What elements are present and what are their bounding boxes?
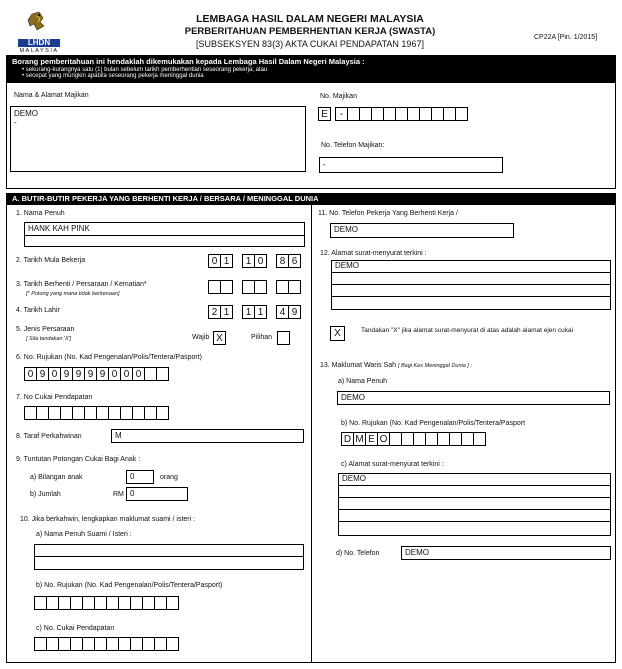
employer-phone-label: No. Telefon Majikan: — [321, 142, 385, 149]
q5-wajib-checkbox[interactable]: X — [213, 331, 226, 345]
q13c-label: c) Alamat surat-menyurat terkini : — [341, 461, 444, 468]
q2-date-box[interactable]: 1 — [220, 254, 233, 268]
q10b-ref-boxes — [34, 596, 179, 610]
notice-title: Borang pemberitahuan ini hendaklah dikemukakan kepada Lembaga Hasil Dalam Negeri Malaysia : — [12, 57, 365, 66]
tiger-emblem-icon — [10, 10, 68, 40]
q13-label-text: 13. Maklumat Waris Sah — [320, 362, 396, 369]
q13c-address-line[interactable]: DEMO — [339, 474, 610, 486]
q13c-address-line[interactable] — [339, 498, 610, 510]
q5-note-text: [ Sila tandakan 'X'] — [26, 336, 72, 342]
q13c-address-line[interactable] — [339, 510, 610, 522]
q10-label: 10. Jika berkahwin, lengkapkan maklumat suami / isteri : — [20, 516, 196, 523]
notice-bullet-2: • secepat yang mungkin apabila seseorang pekerja meninggal dunia — [22, 73, 204, 79]
q10c-tax-box[interactable] — [166, 637, 179, 651]
q6-ref-box[interactable]: 9 — [60, 367, 73, 381]
q4-date-box[interactable]: 4 — [276, 305, 289, 319]
q1-name-field-line2[interactable] — [24, 235, 305, 247]
q10c-tax-boxes — [34, 637, 179, 651]
q12-tax-agent-checkbox[interactable]: X — [330, 326, 345, 341]
q9b-currency: RM — [113, 491, 124, 498]
q12-label: 12. Alamat surat-menyurat terkini : — [320, 250, 427, 257]
q4-date-box[interactable]: 2 — [208, 305, 221, 319]
q10b-label: b) No. Rujukan (No. Kad Pengenalan/Polis/Tentera/Pasport) — [36, 582, 223, 589]
q5-note — [26, 335, 71, 342]
q13d-phone-field[interactable]: DEMO — [401, 546, 611, 560]
q10c-label: c) No. Cukai Pendapatan — [36, 625, 115, 632]
q1-label: 1. Nama Penuh — [16, 210, 65, 217]
employer-no-label: No. Majikan — [320, 93, 357, 100]
q3-date-boxes — [208, 280, 301, 294]
employer-no-box[interactable]: - — [335, 107, 348, 121]
q12-address-line[interactable]: DEMO — [332, 261, 610, 273]
q13c-address-line[interactable] — [339, 486, 610, 498]
q2-date-boxes — [208, 254, 301, 268]
section-a-divider — [311, 205, 312, 663]
q12-address-line[interactable] — [332, 297, 610, 309]
q1-name-field[interactable]: HANK KAH PINK — [24, 222, 305, 236]
q10a-line[interactable] — [35, 557, 303, 569]
q9a-label: a) Bilangan anak — [30, 474, 83, 481]
q13-note: [ Bagi Kes Meninggal Dunia ] : — [397, 363, 472, 369]
q9-label: 9. Tuntutan Potongan Cukai Bagi Anak : — [16, 456, 141, 463]
q13c-address-field[interactable] — [338, 473, 611, 536]
q2-date-box[interactable]: 6 — [288, 254, 301, 268]
q10b-ref-box[interactable] — [166, 596, 179, 610]
q6-ref-box[interactable] — [156, 367, 169, 381]
employer-no-prefix[interactable]: E — [318, 107, 331, 121]
org-title: LEMBAGA HASIL DALAM NEGERI MALAYSIA — [196, 13, 424, 25]
employer-phone-field[interactable]: - — [319, 157, 503, 173]
q6-ref-box[interactable]: 9 — [84, 367, 97, 381]
q9a-unit: orang — [160, 474, 178, 481]
employer-no-boxes — [318, 107, 468, 121]
q2-date-box[interactable]: 8 — [276, 254, 289, 268]
section-a-header — [6, 193, 616, 205]
q9a-children-field[interactable]: 0 — [126, 470, 154, 484]
q7-tax-boxes — [24, 406, 169, 420]
q3-date-box[interactable] — [220, 280, 233, 294]
q4-date-box[interactable]: 9 — [288, 305, 301, 319]
q13a-heir-name-field[interactable]: DEMO — [337, 391, 610, 405]
q5-label: 5. Jenis Persaraan — [16, 326, 75, 333]
q6-ref-box[interactable]: 9 — [72, 367, 85, 381]
q3-date-box[interactable] — [288, 280, 301, 294]
q6-ref-box[interactable]: 0 — [132, 367, 145, 381]
q6-ref-box[interactable]: 9 — [96, 367, 109, 381]
employer-name-label: Nama & Alamat Majikan — [14, 92, 89, 99]
employer-name-line2: - — [14, 118, 17, 127]
q13c-address-line[interactable] — [339, 522, 610, 534]
form-title: PERBERITAHUAN PEMBERHENTIAN KERJA (SWASTA) — [184, 26, 436, 37]
q13b-ref-box[interactable]: E — [365, 432, 378, 446]
q11-phone-field[interactable]: DEMO — [330, 223, 514, 238]
q4-date-boxes — [208, 305, 301, 319]
lhdn-logo — [10, 10, 68, 54]
q4-date-box[interactable]: 1 — [220, 305, 233, 319]
q3-date-box[interactable] — [254, 280, 267, 294]
q13b-ref-box[interactable] — [473, 432, 486, 446]
q5-pilihan-checkbox[interactable] — [277, 331, 290, 345]
logo-subtext: MALAYSIA — [19, 48, 59, 54]
q12-address-line[interactable] — [332, 285, 610, 297]
q7-label: 7. No Cukai Pendapatan — [16, 394, 93, 401]
notice-bullet-1: • sekurang-kurangnya satu (1) bulan sebelum tarikh pemberhentian seseorang pekerja; atau — [22, 67, 268, 73]
q4-date-box[interactable]: 1 — [242, 305, 255, 319]
q10a-label: a) Nama Penuh Suami / Isteri : — [36, 531, 132, 538]
q13b-ref-boxes — [341, 432, 486, 446]
q3-note-text: [* Potong yang mana tidak berkenaan] — [26, 291, 120, 297]
q8-label: 8. Taraf Perkahwinan — [16, 433, 82, 440]
notice-bullet-2-text: secepat yang mungkin apabila seseorang pekerja meninggal dunia — [25, 73, 204, 79]
q13b-ref-box[interactable]: M — [353, 432, 366, 446]
q2-date-box[interactable]: 0 — [254, 254, 267, 268]
q13-label — [320, 362, 472, 369]
notice-banner — [6, 55, 616, 83]
q12-tax-agent-note: Tandakan "X" jika alamat surat-menyurat di atas adalah alamat ejen cukai — [361, 327, 574, 334]
q11-label: 11. No. Telefon Pekerja Yang Berhenti Kerja / — [318, 210, 458, 217]
q3-note — [26, 290, 120, 297]
logo-text: LHDN — [18, 39, 60, 47]
q13b-ref-box[interactable]: O — [377, 432, 390, 446]
q2-date-box[interactable]: 0 — [208, 254, 221, 268]
q13b-label: b) No. Rujukan (No. Kad Pengenalan/Polis/Tentera/Pasport — [341, 420, 526, 427]
q6-ref-box[interactable]: 9 — [36, 367, 49, 381]
q10a-spouse-name-field[interactable] — [34, 544, 304, 570]
q8-marital-field[interactable]: M — [111, 429, 304, 443]
section-a-title: A. BUTIR-BUTIR PEKERJA YANG BERHENTI KERJA / BERSARA / MENINGGAL DUNIA — [12, 194, 319, 203]
q6-ref-boxes — [24, 367, 169, 381]
notice-bullet-1-text: sekurang-kurangnya satu (1) bulan sebelum tarikh pemberhentian seseorang pekerja; atau — [25, 67, 268, 73]
q2-date-box[interactable]: 1 — [242, 254, 255, 268]
form-subtitle: [SUBSEKSYEN 83(3) AKTA CUKAI PENDAPATAN 1967] — [196, 39, 424, 49]
q10a-line[interactable] — [35, 545, 303, 557]
q3-label: 3. Tarikh Berhenti / Persaraan / Kematian* — [16, 281, 147, 288]
q13d-label: d) No. Telefon — [336, 550, 380, 557]
q6-ref-box[interactable]: 0 — [120, 367, 133, 381]
employer-name-field[interactable] — [10, 106, 306, 172]
employer-no-box[interactable] — [455, 107, 468, 121]
q6-ref-box[interactable]: 0 — [48, 367, 61, 381]
q2-label: 2. Tarikh Mula Bekerja — [16, 257, 86, 264]
q13b-ref-box[interactable]: D — [341, 432, 354, 446]
q9b-label: b) Jumlah — [30, 491, 61, 498]
q13a-label: a) Nama Penuh — [338, 378, 388, 385]
employer-name-line1: DEMO — [14, 109, 38, 118]
q4-date-box[interactable]: 1 — [254, 305, 267, 319]
q6-label: 6. No. Rujukan (No. Kad Pengenalan/Polis/Tentera/Pasport) — [16, 354, 202, 361]
q12-address-line[interactable] — [332, 273, 610, 285]
form-code: CP22A [Pin. 1/2015] — [534, 34, 598, 41]
q12-address-field[interactable] — [331, 260, 611, 310]
q9b-amount-field[interactable]: 0 — [126, 487, 188, 501]
q4-label: 4. Tarikh Lahir — [16, 307, 60, 314]
q6-ref-box[interactable]: 0 — [108, 367, 121, 381]
q5-wajib-label: Wajib — [192, 334, 210, 341]
q7-tax-box[interactable] — [156, 406, 169, 420]
q5-pilihan-label: Pilihan — [251, 334, 273, 341]
q6-ref-box[interactable]: 0 — [24, 367, 37, 381]
